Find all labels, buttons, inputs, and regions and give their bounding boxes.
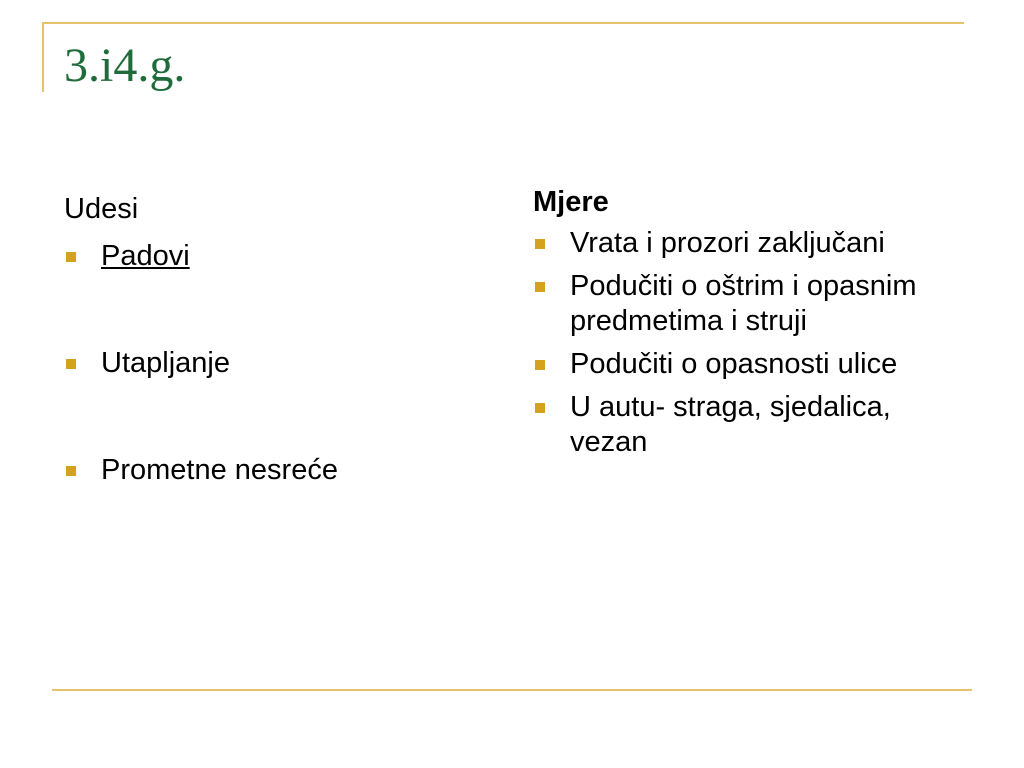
left-column-heading: Udesi xyxy=(64,193,139,225)
bottom-divider-line xyxy=(52,689,972,691)
square-bullet-icon xyxy=(66,359,76,369)
list-item-text: Utapljanje xyxy=(101,347,230,379)
square-bullet-icon xyxy=(535,239,545,249)
list-item-text: U autu- straga, sjedalica, vezan xyxy=(570,391,891,458)
square-bullet-icon xyxy=(535,282,545,292)
list-item xyxy=(533,269,973,339)
list-item xyxy=(533,390,973,460)
padovi-link[interactable]: Padovi xyxy=(101,240,190,272)
left-column xyxy=(64,192,484,560)
right-bullet-list xyxy=(533,226,973,460)
square-bullet-icon xyxy=(66,466,76,476)
list-item xyxy=(64,346,484,381)
top-divider-line xyxy=(42,22,964,24)
list-item-text: Prometne nesreće xyxy=(101,454,338,486)
slide-title: 3.i4.g. xyxy=(64,39,186,92)
list-item-text: Podučiti o oštrim i opasnim predmetima i struji xyxy=(570,270,917,337)
right-column xyxy=(533,185,973,468)
square-bullet-icon xyxy=(535,360,545,370)
list-item-text: Podučiti o opasnosti ulice xyxy=(570,348,898,380)
list-item-text: Vrata i prozori zaključani xyxy=(570,227,885,259)
list-item xyxy=(64,453,484,488)
list-item xyxy=(533,226,973,261)
left-bullet-list xyxy=(64,239,484,488)
list-item xyxy=(533,347,973,382)
square-bullet-icon xyxy=(535,403,545,413)
left-divider-line xyxy=(42,22,44,92)
list-item xyxy=(64,239,484,274)
right-column-heading: Mjere xyxy=(533,186,609,218)
square-bullet-icon xyxy=(66,252,76,262)
